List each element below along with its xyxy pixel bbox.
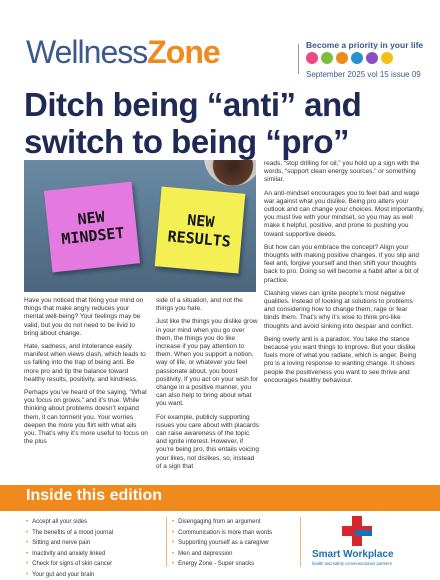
toc-item[interactable]: • Energy Zone - Super snacks — [172, 559, 312, 570]
paragraph: Being overly anti is a paradox. You take the stance because you want things to improve. But your dislike fuels more of what you radiate, which is anger. Being pro is a loving response to wanting change. It shows people the positiveness you want to see thrive and encourages healthy behaviour. — [264, 336, 424, 385]
toc-item[interactable]: • Inactivity and anxiety linked — [26, 549, 166, 560]
green-circle-icon — [321, 52, 333, 64]
masthead-tagline: Become a priority in your life — [306, 40, 423, 50]
masthead-divider — [298, 44, 299, 74]
toc-item[interactable]: • Supporting yourself as a caregiver — [172, 538, 312, 549]
pink-sticky-note: NEW MINDSET — [44, 182, 140, 273]
article-column-1 — [24, 297, 150, 451]
toc-item[interactable]: • Accept all your sides — [26, 517, 166, 528]
paragraph: For example, publicly supporting issues you care about with placards can raise awareness of the topic and ignite interest. However, if you’re being pro, this entails voicing your likes, not dislikes, so, instead of a sign that — [156, 414, 260, 471]
issue-info: September 2025 vol 15 issue 09 — [306, 70, 421, 79]
paragraph: reads, “stop drilling for oil,” you hold up a sign with the words, “support clean energy sources,” or something similar. — [264, 160, 424, 185]
toc-item[interactable]: • Your gut and your brain — [26, 570, 166, 580]
pink-circle-icon — [306, 52, 318, 64]
toc-item[interactable]: • Disengaging from an argument — [172, 517, 312, 528]
toc-divider — [166, 517, 167, 567]
masthead-brand-b: Zone — [147, 34, 219, 70]
orange-circle-icon — [336, 52, 348, 64]
article-headline: Ditch being “anti” and switch to being “pro” — [24, 86, 424, 160]
logo-subtitle: health and safety communications partners — [312, 561, 392, 566]
paragraph: Perhaps you’ve heard of the saying, “What you focus on grows,” and it’s true. While thinking about problems doesn’t expand them, it can torment you. Your worries deepen the more you flirt with what ails you. That’s why it’s more useful to focus on the plus — [24, 389, 150, 446]
smart-workplace-cross-icon — [342, 516, 372, 546]
masthead-brand-a: Wellness — [26, 34, 147, 70]
paragraph: An anti-mindset encourages you to feel bad and wage war against what you dislike. Being pro alters your outlook and can change your choices. Most importantly, you must live with your mindset, so you may as well make it helpful, positive, and prone to pushing you toward supportive deeds. — [264, 190, 424, 239]
inside-edition-title: Inside this edition — [26, 487, 162, 505]
sticky-notes-photo — [24, 160, 256, 292]
paragraph: Just like the things you dislike grow in your mind when you go over them, the things you do like increase if you pay attention to them. When you support a notion, way of life, or whatever you feel passionate about, you boost positivity. If you act on your wish for change in a positive manner, you can also help to bring about what you want. — [156, 318, 260, 408]
yellow-circle-icon — [381, 52, 393, 64]
toc-list-2 — [172, 517, 312, 570]
article-column-2 — [156, 297, 260, 476]
article-column-3 — [264, 160, 424, 390]
yellow-sticky-note: NEW RESULTS — [155, 186, 246, 273]
paragraph: side of a situation, and not the things you hate. — [156, 297, 260, 313]
toc-item[interactable]: • Check for signs of skin cancer — [26, 559, 166, 570]
toc-item[interactable]: • The benefits of a mood journal — [26, 528, 166, 539]
toc-item[interactable]: • Men and depression — [172, 549, 312, 560]
toc-item[interactable]: • Communication is more than words — [172, 528, 312, 539]
purple-circle-icon — [366, 52, 378, 64]
paragraph: Have you noticed that fixing your mind on things that make angry reduces your mental well-being? Your feelings may be valid, but you do not need to be livid to bring about change. — [24, 297, 150, 338]
toc-list-1 — [26, 517, 166, 580]
paragraph: Hate, sadness, and intolerance easily manifest when views clash, which leads to us falling into the trap of being anti. Be more pro and tip the balance toward healthy results, positivity, and kindness. — [24, 343, 150, 384]
coffee-cup-image — [204, 160, 256, 186]
toc-item[interactable]: • Sitting and nerve pain — [26, 538, 166, 549]
paragraph: But how can you embrace the concept? Align your thoughts with making positive changes. If you slip and feel anti, forgive yourself and then shift your thoughts back to pro. Doing so will become a habit after a bit of practice. — [264, 244, 424, 285]
logo-name: Smart Workplace — [312, 549, 394, 560]
masthead-logo — [26, 34, 220, 71]
blue-circle-icon — [351, 52, 363, 64]
wellness-icons — [306, 52, 393, 64]
paragraph: Clashing views can ignite people’s most negative qualities. Instead of looking at solutions to problems and considering how to change them, rage or fear binds them. That’s why it’s wise to think pro-like thoughts and avoid sinking into despair and conflict. — [264, 290, 424, 331]
